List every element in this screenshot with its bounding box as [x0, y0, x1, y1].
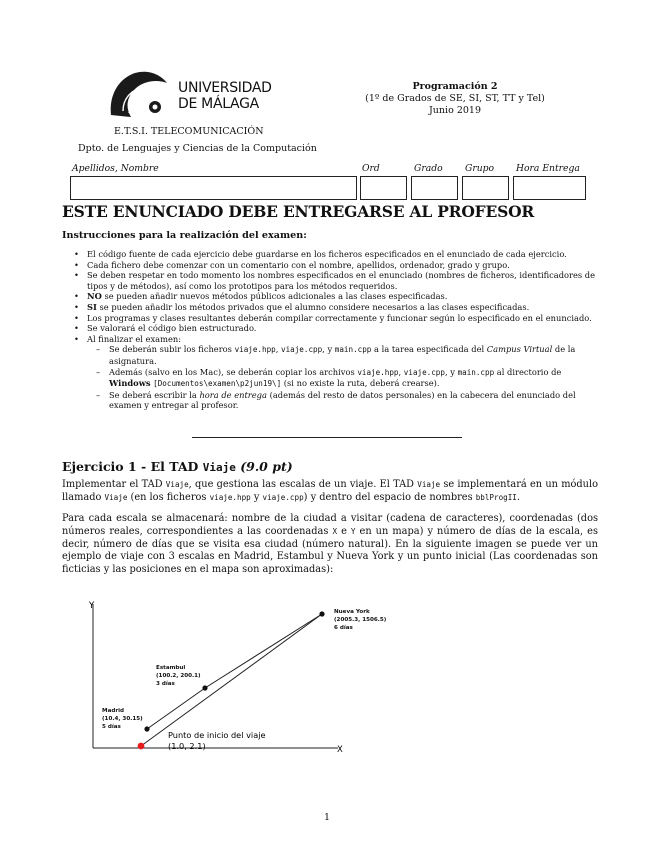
- text: al directorio de: [494, 366, 562, 377]
- sub-item: [87, 367, 602, 390]
- logo-emblem: [105, 67, 173, 121]
- course-title: Programación 2: [412, 81, 498, 92]
- windows-word: Windows: [109, 378, 151, 389]
- file-name: main.cpp: [334, 345, 372, 355]
- exercise-title-code: Viaje: [202, 461, 236, 474]
- item-text: se pueden añadir nuevos métodos públicos adicionales a las clases especificadas.: [104, 291, 448, 302]
- exercise-title-text: Ejercicio 1 - El TAD: [62, 459, 199, 474]
- text: , y: [444, 366, 458, 377]
- text: , que gestiona las escalas de un viaje. El TAD: [188, 479, 418, 490]
- text: y: [250, 491, 263, 503]
- trip-figure: [60, 590, 387, 760]
- file-name: viaje.cpp: [403, 367, 445, 377]
- item-text: Se deben respetar en todo momento los nombres especificados en el enunciado (nombres de ficheros, identificadores de tipos y de métodos), así como los prototipos para los métodos requeridos.: [87, 270, 596, 291]
- instructions-title: Instrucciones para la realización del examen:: [62, 230, 307, 241]
- text: ,: [275, 344, 282, 355]
- instructions-list: [72, 249, 602, 411]
- code: Viaje: [165, 480, 189, 489]
- list-item: [72, 302, 602, 313]
- emphasis-si: SI: [87, 301, 97, 312]
- text: Implementar el TAD: [62, 479, 166, 490]
- sub-item: [87, 390, 602, 411]
- label-grado: Grado: [414, 163, 443, 174]
- label-madrid-name: Madrid: [102, 708, 125, 714]
- label-start-coords: (1.0, 2.1): [168, 741, 206, 751]
- text: Se deberán subir los ficheros: [109, 344, 235, 355]
- campus-virtual: Campus Virtual: [486, 344, 553, 355]
- file-name: main.cpp: [457, 367, 495, 377]
- exercise-title: [62, 459, 293, 474]
- delivery-notice: ESTE ENUNCIADO DEBE ENTREGARSE AL PROFESOR: [62, 202, 535, 221]
- emphasis-no: NO: [87, 291, 102, 302]
- directory-path: [Documentos\examen\p2jun19\]: [153, 379, 282, 389]
- point-istanbul: [202, 685, 207, 690]
- school-name: E.T.S.I. TELECOMUNICACIÓN: [114, 126, 264, 137]
- field-hora-entrega[interactable]: [513, 176, 586, 200]
- label-grupo: Grupo: [465, 163, 495, 174]
- label-name: Apellidos, Nombre: [72, 163, 159, 174]
- label-madrid-days: 5 días: [102, 724, 121, 730]
- page-number: 1: [324, 812, 331, 823]
- text: a la tarea especificada del: [371, 344, 487, 355]
- text: de la asignatura.: [109, 344, 576, 366]
- file-name: viaje.cpp: [281, 345, 323, 355]
- field-grado[interactable]: [411, 176, 458, 200]
- file-name: viaje.hpp: [234, 345, 276, 355]
- text: Además (salvo en los Mac), se deberán copiar los archivos: [109, 366, 358, 377]
- label-istanbul-name: Estambul: [156, 665, 186, 671]
- section-divider: [192, 437, 462, 438]
- code: X: [332, 526, 338, 536]
- exercise-points: (9.0 pt): [240, 459, 293, 474]
- list-item: [72, 313, 602, 324]
- code: viaje.hpp: [209, 492, 251, 502]
- field-ord[interactable]: [360, 176, 407, 200]
- code: viaje.cpp: [262, 492, 304, 502]
- list-item: [72, 270, 602, 291]
- label-istanbul-coords: (100.2, 200.1): [156, 673, 201, 679]
- point-start: [138, 743, 145, 750]
- list-item: [72, 260, 602, 271]
- text: Se deberá escribir la: [109, 389, 200, 400]
- text: ,: [398, 366, 404, 377]
- list-item: [72, 323, 602, 334]
- university-logo: [105, 67, 173, 121]
- item-text: Los programas y clases resultantes deberán compilar correctamente y funcionar según lo especificado en el enunciado.: [87, 312, 592, 323]
- label-istanbul-days: 3 días: [156, 681, 175, 687]
- text: ) y dentro del espacio de nombres: [303, 491, 476, 503]
- text: Para cada escala se almacenará: nombre de la ciudad a visitar (cadena de caracteres), coordenadas (dos números reales, correspondientes a las coordenadas: [62, 513, 598, 537]
- course-degrees: (1º de Grados de SE, SI, ST, TT y Tel): [365, 93, 545, 104]
- text: (además del resto de datos personales) en la cabecera del enunciado del examen y entregar al profesor.: [109, 389, 576, 411]
- code: Y: [350, 526, 356, 536]
- hora-entrega: hora de entrega: [199, 389, 267, 400]
- label-start-text: Punto de inicio del viaje: [168, 730, 266, 740]
- code: Viaje: [417, 480, 441, 489]
- item-text: Se valorará el código bien estructurado.: [87, 323, 257, 334]
- code: Viaje: [104, 492, 128, 502]
- label-ny-name: Nueva York: [334, 609, 370, 615]
- item-text: Al finalizar el examen:: [87, 333, 181, 344]
- field-grupo[interactable]: [462, 176, 509, 200]
- route-start-ny: [141, 614, 322, 746]
- list-item: [72, 334, 602, 411]
- code: bblProgII: [475, 492, 517, 502]
- list-item: [72, 291, 602, 302]
- sub-item: [87, 344, 602, 366]
- text: (en los ficheros: [127, 491, 210, 503]
- label-madrid-coords: (10.4, 30.15): [102, 716, 143, 722]
- item-text: El código fuente de cada ejercicio debe guardarse en los ficheros especificados en el enunciado de cada ejercicio.: [87, 249, 567, 259]
- route-madrid-istanbul: [147, 688, 205, 729]
- point-new-york: [319, 611, 324, 616]
- text: e: [337, 525, 351, 537]
- label-ny-days: 6 días: [334, 625, 353, 631]
- exercise-paragraph-2: [62, 513, 598, 577]
- item-text: Cada fichero debe comenzar con un comentario con el nombre, apellidos, ordenador, grado y grupo.: [87, 259, 510, 270]
- item-text: se pueden añadir los métodos privados que el alumno considere necesarios a las clases especificadas.: [99, 301, 530, 312]
- text: en un mapa) y número de días de la escala, es decir, número de días que se visita esa ciudad (número natural). En la siguiente imagen se puede ver un ejemplo de viaje con 3 escalas en Madrid, Estambul y Nueva York y un punto inicial (Las coordenadas son ficticias y las posiciones en el mapa son aproximadas):: [62, 525, 598, 576]
- text: .: [516, 491, 520, 503]
- exam-date: Junio 2019: [429, 105, 481, 116]
- point-madrid: [144, 726, 149, 731]
- text: , y: [322, 344, 335, 355]
- list-item: [72, 249, 602, 260]
- department-name: Dpto. de Lenguajes y Ciencias de la Computación: [78, 143, 317, 154]
- university-name-line1: UNIVERSIDAD: [178, 80, 272, 96]
- field-name[interactable]: [70, 176, 357, 200]
- axis-x-label: X: [337, 745, 343, 755]
- course-header: [350, 81, 560, 117]
- sub-list: [87, 344, 602, 411]
- label-hora-entrega: Hora Entrega: [516, 163, 580, 174]
- label-ny-coords: (2005.3, 1506.5): [334, 617, 387, 623]
- university-name-line2: DE MÁLAGA: [178, 96, 259, 112]
- text: se implementará en un módulo llamado: [62, 479, 598, 503]
- exercise-paragraph-1: [62, 479, 598, 505]
- file-name: viaje.hpp: [357, 367, 399, 377]
- axis-y-label: Y: [89, 601, 95, 611]
- route-istanbul-ny: [205, 614, 322, 688]
- text: (si no existe la ruta, deberá crearse).: [281, 378, 440, 389]
- label-ord: Ord: [362, 163, 380, 174]
